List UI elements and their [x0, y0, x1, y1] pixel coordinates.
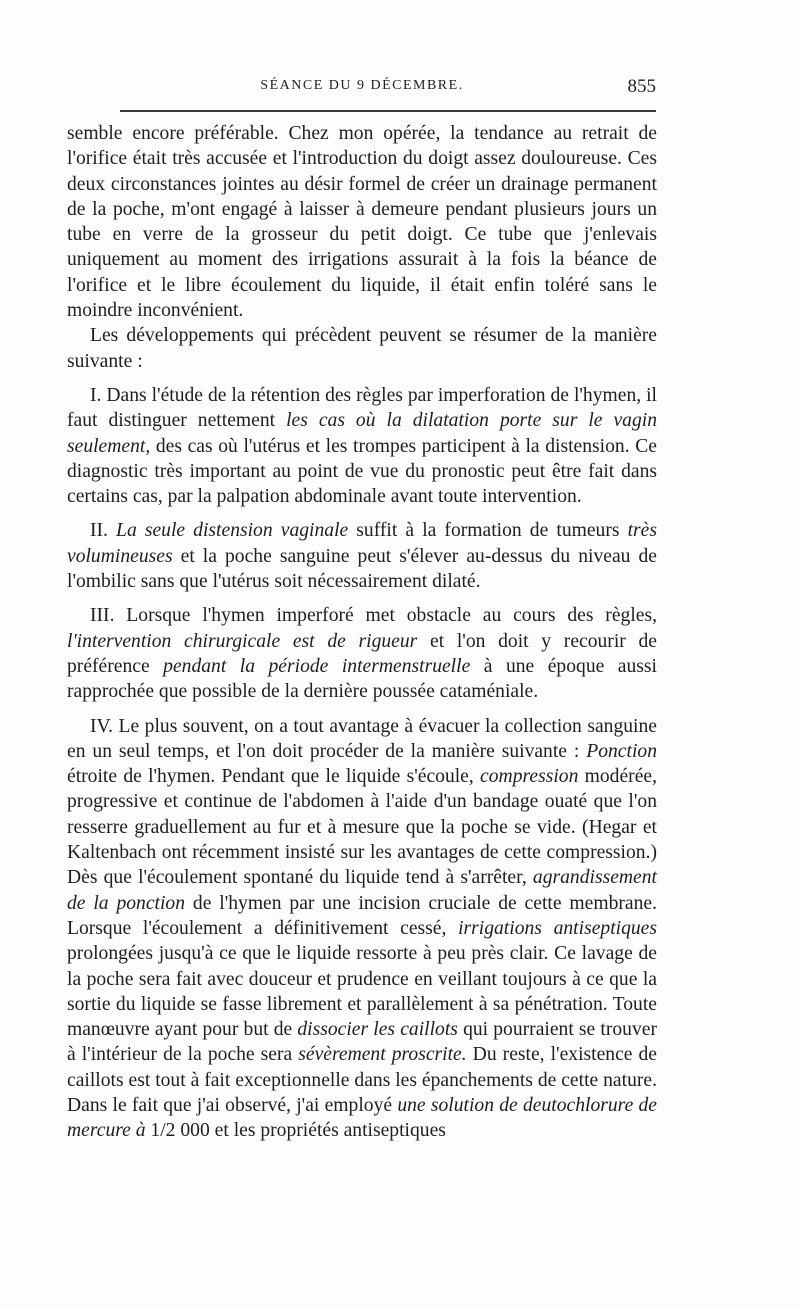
- body-text: [67, 121, 657, 1144]
- paragraph-conclusion-3: III. Lorsque l'hymen imperforé met obstacle au cours des règles, l'intervention chirurgicale est de rigueur et l'on doit y recourir de préférence pendant la période intermenstruelle à une époque aussi rapprochée que possible de la dernière poussée cataméniale.: [67, 605, 657, 703]
- emphasis: agrandissement de la ponction: [67, 867, 657, 914]
- emphasis: une solution de deutochlorure de mercure à: [67, 1094, 657, 1142]
- page-number: 855: [627, 76, 656, 97]
- paragraph-continuation: semble encore préférable. Chez mon opérée, la tendance au retrait de l'orifice était très accusée et l'introduction du doigt assez douloureuse. Ces deux circonstances jointes au désir formel de créer un drainage permanent de la poche, m'ont engagé à laisser à demeure pendant plusieurs jours un tube en verre de la grosseur du petit doigt. Ce tube que j'enlevais uniquement au moment des irrigations assurait à la fois la béance de l'orifice et le libre écoulement du liquide, il était enfin toléré sans le moindre inconvénient.: [67, 123, 657, 322]
- header-rule: [120, 110, 656, 112]
- page-header: [68, 76, 656, 100]
- running-head: SÉANCE DU 9 DÉCEMBRE.: [260, 78, 464, 93]
- paragraph-summary-intro: Les développements qui précèdent peuvent se résumer de la manière suivante :: [67, 325, 657, 372]
- emphasis: l'intervention chirurgicale est de rigueur: [67, 630, 418, 652]
- emphasis: La seule distension vaginale: [116, 520, 349, 542]
- emphasis: compression: [480, 766, 579, 788]
- emphasis: pendant la période intermenstruelle: [163, 655, 471, 677]
- emphasis: très volumineuses: [67, 520, 657, 567]
- emphasis: irrigations antiseptiques: [458, 917, 657, 939]
- emphasis: Ponction: [586, 740, 657, 762]
- paragraph-conclusion-4: IV. Le plus souvent, on a tout avantage à évacuer la collection sanguine en un seul temps, et l'on doit procéder de la manière suivante : Ponction étroite de l'hymen. Pendant que le liquide s'écoule, compression modérée, progressive et continue de l'abdomen à l'aide d'un bandage ouaté que l'on resserre graduellement au fur et à mesure que la poche se vide. (Hegar et Kaltenbach ont récemment insisté sur les avantages de cette compression.) Dès que l'écoulement spontané du liquide tend à s'arrêter, agrandissement de la ponction de l'hymen par une incision cruciale de cette membrane. Lorsque l'écoulement a définitivement cessé, irrigations antiseptiques prolongées jusqu'à ce que le liquide ressorte à peu près clair. Ce lavage de la poche sera fait avec douceur et prudence en veillant toujours à ce que la sortie du liquide se fasse librement et parallèlement à sa pénétration. Toute manœuvre ayant pour but de dissocier les caillots qui pourraient se trouver à l'intérieur de la poche sera sévèrement proscrite. Du reste, l'existence de caillots est tout à fait exceptionnelle dans les épanchements de cette nature. Dans le fait que j'ai observé, j'ai employé une solution de deutochlorure de mercure à 1/2 000 et les propriétés antiseptiques: [67, 715, 658, 1142]
- paragraph-conclusion-1: I. Dans l'étude de la rétention des règles par imperforation de l'hymen, il faut distinguer nettement les cas où la dilatation porte sur le vagin seulement, des cas où l'utérus et les trompes participent à la distension. Ce diagnostic très important au point de vue du pronostic peut être fait dans certains cas, par la palpation abdominale avant toute intervention.: [67, 384, 657, 508]
- paragraph-conclusion-2: II. La seule distension vaginale suffit à la formation de tumeurs très volumineuses et la poche sanguine peut s'élever au-dessus du niveau de l'ombilic sans que l'utérus soit nécessairement dilaté.: [67, 520, 657, 593]
- emphasis: sévèrement proscrite.: [298, 1044, 467, 1066]
- emphasis: les cas où la dilatation porte sur le vagin seulement,: [67, 410, 657, 457]
- emphasis: dissocier les caillots: [297, 1019, 458, 1041]
